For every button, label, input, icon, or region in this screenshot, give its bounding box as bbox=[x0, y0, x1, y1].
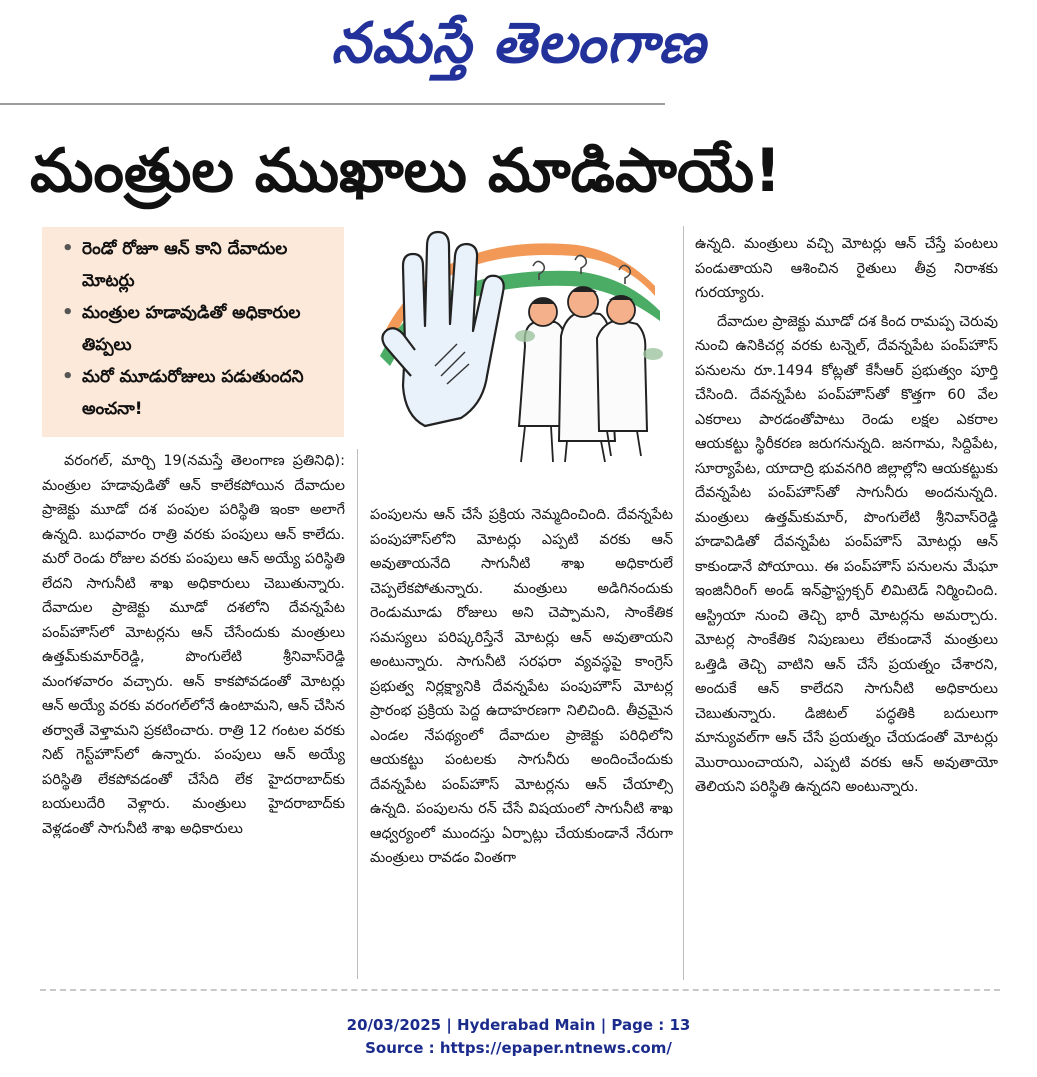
highlight-item bbox=[60, 361, 334, 425]
footer-date-edition: 20/03/2025 | Hyderabad Main | Page : 13 bbox=[346, 1016, 691, 1034]
column-divider bbox=[357, 449, 358, 979]
highlights-box bbox=[42, 227, 344, 437]
footer-source: Source : https://epaper.ntnews.com/ bbox=[365, 1039, 672, 1057]
bullet-icon: • bbox=[62, 366, 74, 387]
highlight-text: మరో మూడురోజులు పడుతుందని అంచనా! bbox=[82, 367, 304, 419]
masthead-divider bbox=[0, 103, 665, 105]
article-column-1 bbox=[42, 449, 345, 979]
article-column-3 bbox=[695, 232, 998, 982]
highlight-item bbox=[60, 233, 334, 297]
article-paragraph: వరంగల్, మార్చి 19(నమస్తే తెలంగాణ ప్రతినిధి): మంత్రుల హడావుడితో ఆన్ కాలేకపోయిన దేవాదుల ప్రాజెక్టు మూడో దశ పంపుల పరిస్థితి ఇంకా అలాగే ఉన్నది. బుధవారం రాత్రి వరకు పంపులు ఆన్ కాలేదు. మరో రెండు రోజుల వరకు పంపులు ఆన్ అయ్యే పరిస్థితి లేదని సాగునీటి శాఖ అధికారులు చెబుతున్నారు. దేవాదుల ప్రాజెక్టు మూడో దశలోని దేవన్నపేట పంప్‌హౌస్‌లో మోటర్లను ఆన్ చేసేందుకు మంత్రులు ఉత్తమ్‌కుమార్‌రెడ్డి, పొంగులేటి శ్రీనివాస్‌రెడ్డి మంగళవారం వచ్చారు. ఆన్ కాకపోవడంతో మోటర్లు ఆన్ అయ్యే వరకు వరంగల్‌లోనే ఉంటామని, ఆన్ చేసిన తర్వాతే వెళ్తామని ప్రకటించారు. రాత్రి 12 గంటల వరకు నిట్ గెస్ట్‌హౌస్‌లో ఉన్నారు. పంపులు ఆన్ అయ్యే పరిస్థితి లేకపోవడంతో చేసేది లేక హైదరాబాద్‌కు బయలుదేరి వెళ్లారు. మంత్రులు హైదరాబాద్‌కు వెళ్లడంతో సాగునీటి శాఖ అధికారులు bbox=[42, 453, 345, 837]
congress-hand-cartoon-icon bbox=[375, 226, 670, 466]
highlight-item bbox=[60, 297, 334, 361]
article-paragraph: దేవాదుల ప్రాజెక్టు మూడో దశ కింద రామప్ప చెరువు నుంచి ఉనికిచర్ల వరకు టన్నెల్, దేవన్నపేట పంప్‌హౌస్ పనులను రూ.1494 కోట్లతో కేసీఆర్ ప్రభుత్వం పూర్తి చేసింది. దేవన్నపేట పంప్‌హౌస్‌తో కొత్తగా 60 వేల ఎకరాలు పారడంతోపాటు రెండు లక్షల ఎకరాల ఆయకట్టు స్థిరీకరణ జరుగనున్నది. జనగామ, సిద్దిపేట, సూర్యాపేట, యాదాద్రి భువనగిరి జిల్లాల్లోని ఆయకట్టుకు దేవన్నపేట పంప్‌హౌస్‌తో సాగునీరు అందనున్నది. మంత్రులు ఉత్తమ్‌కుమార్, పొంగులేటి శ్రీనివాస్‌రెడ్డి హడావిడితో దేవన్నపేట పంప్‌హౌస్ మోటర్లు ఆన్ కాకుండానే పోయాయి. ఈ పంప్‌హౌస్ పనులను మేఘా ఇంజినీరింగ్ అండ్ ఇన్‌ఫ్రాస్ట్రక్చర్ లిమిటెడ్ నిర్మించింది. ఆస్ట్రియా నుంచి తెచ్చి భారీ మోటర్లను అమర్చారు. మోటర్ల సాంకేతిక నిపుణులు లేకుండానే మంత్రులు ఒత్తిడి తెచ్చి వాటిని ఆన్ చేసే ప్రయత్నం చేశారని, అందుకే ఆన్ కాలేదని సాగునీటి అధికారులు చెబుతున్నారు. డిజిటల్ పద్ధతికి బదులుగా మాన్యువల్‌గా ఆన్ చేసే ప్రయత్నం చేయడంతో మోటర్లు మొరాయించాయని, ఎప్పటి వరకు ఆన్ అవుతాయో తెలియని పరిస్థితి ఉన్నదని అంటున్నారు. bbox=[695, 313, 998, 795]
article-column-2 bbox=[370, 503, 673, 979]
masthead bbox=[0, 4, 1037, 84]
article-paragraph: ఉన్నది. మంత్రులు వచ్చి మోటర్లు ఆన్ చేస్తే పంటలు పండుతాయని ఆశించిన రైతులు తీవ్ర నిరాశకు గురయ్యారు. bbox=[695, 236, 998, 301]
article-headline: మంత్రుల ముఖాలు మాడిపాయే! bbox=[30, 136, 782, 206]
article-paragraph: పంపులను ఆన్ చేసే ప్రక్రియ నెమ్మదించింది. దేవన్నపేట పంపుహౌస్‌లోని మోటర్లు ఎప్పటి వరకు ఆన్ అవుతాయనేది సాగునీటి శాఖ అధికారులే చెప్పలేకపోతున్నారు. మంత్రులు అడిగినందుకు రెండుమూడు రోజులు అని చెప్పామని, సాంకేతిక సమస్యలు పరిష్కరిస్తేనే మోటర్లు ఆన్ అవుతాయని అంటున్నారు. సాగునీటి సరఫరా వ్యవస్థపై కాంగ్రెస్ ప్రభుత్వ నిర్లక్ష్యానికి దేవన్నపేట పంపుహౌస్ మోటర్ల ప్రారంభ ప్రక్రియ పెద్ద ఉదాహరణగా నిలిచింది. తీవ్రమైన ఎండల నేపథ్యంలో దేవాదుల ప్రాజెక్టు పరిధిలోని ఆయకట్టు పంటలకు సాగునీరు అందించేందుకు దేవన్నపేట పంప్‌హౌస్ మోటర్లను ఆన్ చేయాల్సి ఉన్నది. పంపులను రన్ చేసే విషయంలో సాగునీటి శాఖ ఆధ్వర్యంలో ముందస్తు ఏర్పాట్లు చేయకుండానే నేరుగా మంత్రులు రావడం వింతగా bbox=[370, 507, 673, 866]
article-bottom-rule bbox=[40, 989, 1000, 991]
column-divider bbox=[683, 226, 684, 980]
masthead-title: నమస్తే తెలంగాణ bbox=[331, 11, 706, 76]
bullet-icon: • bbox=[62, 302, 74, 323]
bullet-icon: • bbox=[62, 238, 74, 259]
highlight-text: మంత్రుల హడావుడితో అధికారుల తిప్పలు bbox=[82, 303, 301, 355]
highlight-text: రెండో రోజూ ఆన్ కాని దేవాదుల మోటర్లు bbox=[82, 239, 288, 291]
